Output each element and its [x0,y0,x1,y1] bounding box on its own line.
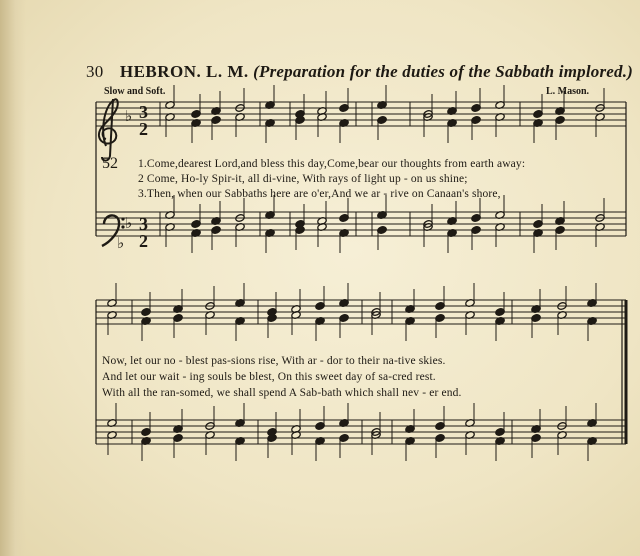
staff-lines [96,102,626,444]
verse-line-3a: 3.Then, when our Sabbaths here are o'er,And we ar - rive on Canaan's shore, [138,188,501,200]
hymn-number: 52 [102,155,118,172]
clefs-and-signatures [99,99,148,252]
flat-key-signature-bass-icon: ♭ [125,214,133,232]
verse-line-1b: Now, let our no - blest pas-sions rise, With ar - dor to their na-tive skies. [102,355,446,367]
tempo-marking: Slow and Soft. [104,86,166,97]
bar-lines [96,102,626,444]
svg-text:♭: ♭ [117,234,125,252]
page-number: 30 [86,62,104,81]
verse-line-3b: With all the ran-somed, we shall spend A Sab-bath which shall nev - er end. [102,387,462,399]
flat-key-signature-icon: ♭ [125,107,133,125]
hymn-subtitle: (Preparation for the duties of the Sabbath implored.) [253,62,634,81]
svg-text:2: 2 [139,231,148,251]
verse-line-2b: And let our wait - ing souls be blest, On this sweet day of sa-cred rest. [102,371,436,383]
composer-credit: L. Mason. [546,86,590,97]
tune-title: HEBRON. L. M. [119,62,249,81]
time-signature-top: 3 [139,102,148,122]
notes [107,85,605,461]
time-signature-bottom: 2 [139,119,148,139]
verse-line-1a: 1.Come,dearest Lord,and bless this day,Come,bear our thoughts from earth away: [138,158,526,170]
verse-line-2a: 2 Come, Ho-ly Spir-it, all di-vine, With rays of light up - on us shine; [138,173,468,185]
svg-text:3: 3 [139,214,148,234]
